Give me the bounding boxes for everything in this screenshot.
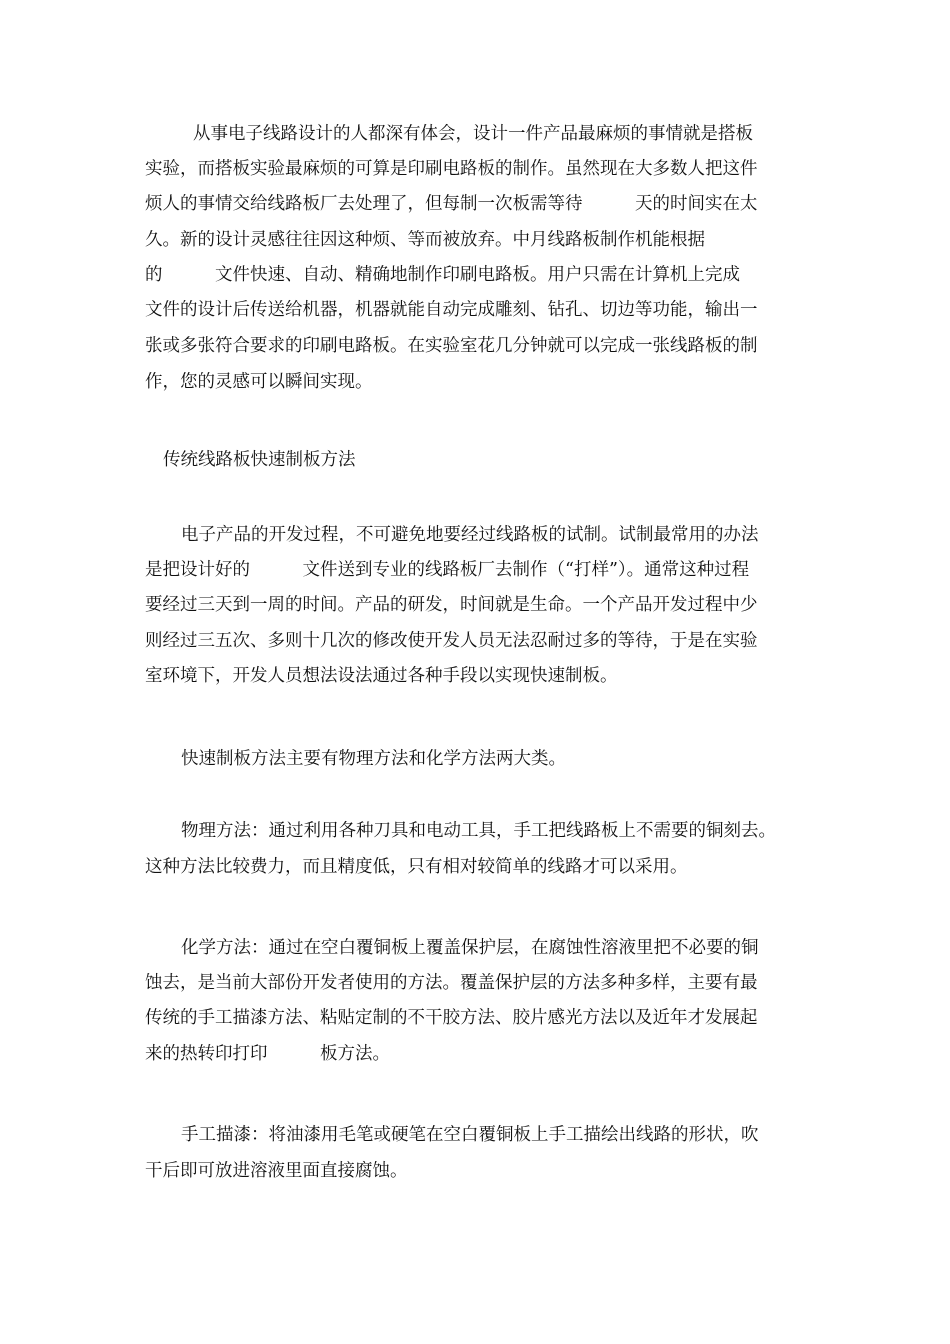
section-heading: 传统线路板快速制板方法 (163, 450, 356, 470)
intro-line-5: 的 文件快速、自动、精确地制作印刷电路板。用户只需在计算机上完成 (145, 265, 740, 285)
intro-line-1: 从事电子线路设计的人都深有体会，设计一件产品最麻烦的事情就是搭板 (193, 124, 753, 144)
intro-line-2: 实验，而搭板实验最麻烦的可算是印刷电路板的制作。虽然现在大多数人把这件 (145, 159, 758, 179)
intro-line-6: 文件的设计后传送给机器，机器就能自动完成雕刻、钻孔、切边等功能，输出一 (145, 300, 758, 320)
manual-line-2: 干后即可放进溶液里面直接腐蚀。 (145, 1161, 408, 1181)
paragraph-methods: 快速制板方法主要有物理方法和化学方法两大类。 (181, 749, 566, 769)
development-line-4: 则经过三五次、多则十几次的修改使开发人员无法忍耐过多的等待，于是在实验 (145, 631, 758, 651)
physical-line-2: 这种方法比较费力，而且精度低，只有相对较简单的线路才可以采用。 (145, 857, 688, 877)
development-line-1: 电子产品的开发过程，不可避免地要经过线路板的试制。试制最常用的办法 (181, 525, 759, 545)
chemical-line-2: 蚀去，是当前大部份开发者使用的方法。覆盖保护层的方法多种多样，主要有最 (145, 973, 758, 993)
intro-line-8: 作，您的灵感可以瞬间实现。 (145, 372, 373, 392)
chemical-line-1: 化学方法：通过在空白覆铜板上覆盖保护层，在腐蚀性溶液里把不必要的铜 (181, 938, 759, 958)
chemical-line-4: 来的热转印打印 板方法。 (145, 1044, 390, 1064)
development-line-5: 室环境下，开发人员想法设法通过各种手段以实现快速制板。 (145, 666, 618, 686)
intro-line-7: 张或多张符合要求的印刷电路板。在实验室花几分钟就可以完成一张线路板的制 (145, 336, 758, 356)
intro-line-4: 久。新的设计灵感往往因这种烦、等而被放弃。中月线路板制作机能根据 (145, 230, 705, 250)
chemical-line-3: 传统的手工描漆方法、粘贴定制的不干胶方法、胶片感光方法以及近年才发展起 (145, 1008, 758, 1028)
development-line-2: 是把设计好的 文件送到专业的线路板厂去制作（“打样”）。通常这种过程 (145, 560, 750, 580)
manual-line-1: 手工描漆：将油漆用毛笔或硬笔在空白覆铜板上手工描绘出线路的形状，吹 (181, 1125, 759, 1145)
development-line-3: 要经过三天到一周的时间。产品的研发，时间就是生命。一个产品开发过程中少 (145, 595, 758, 615)
intro-line-3: 烦人的事情交给线路板厂去处理了，但每制一次板需等待 天的时间实在太 (145, 194, 758, 214)
physical-line-1: 物理方法：通过利用各种刀具和电动工具，手工把线路板上不需要的铜刻去。 (181, 821, 776, 841)
